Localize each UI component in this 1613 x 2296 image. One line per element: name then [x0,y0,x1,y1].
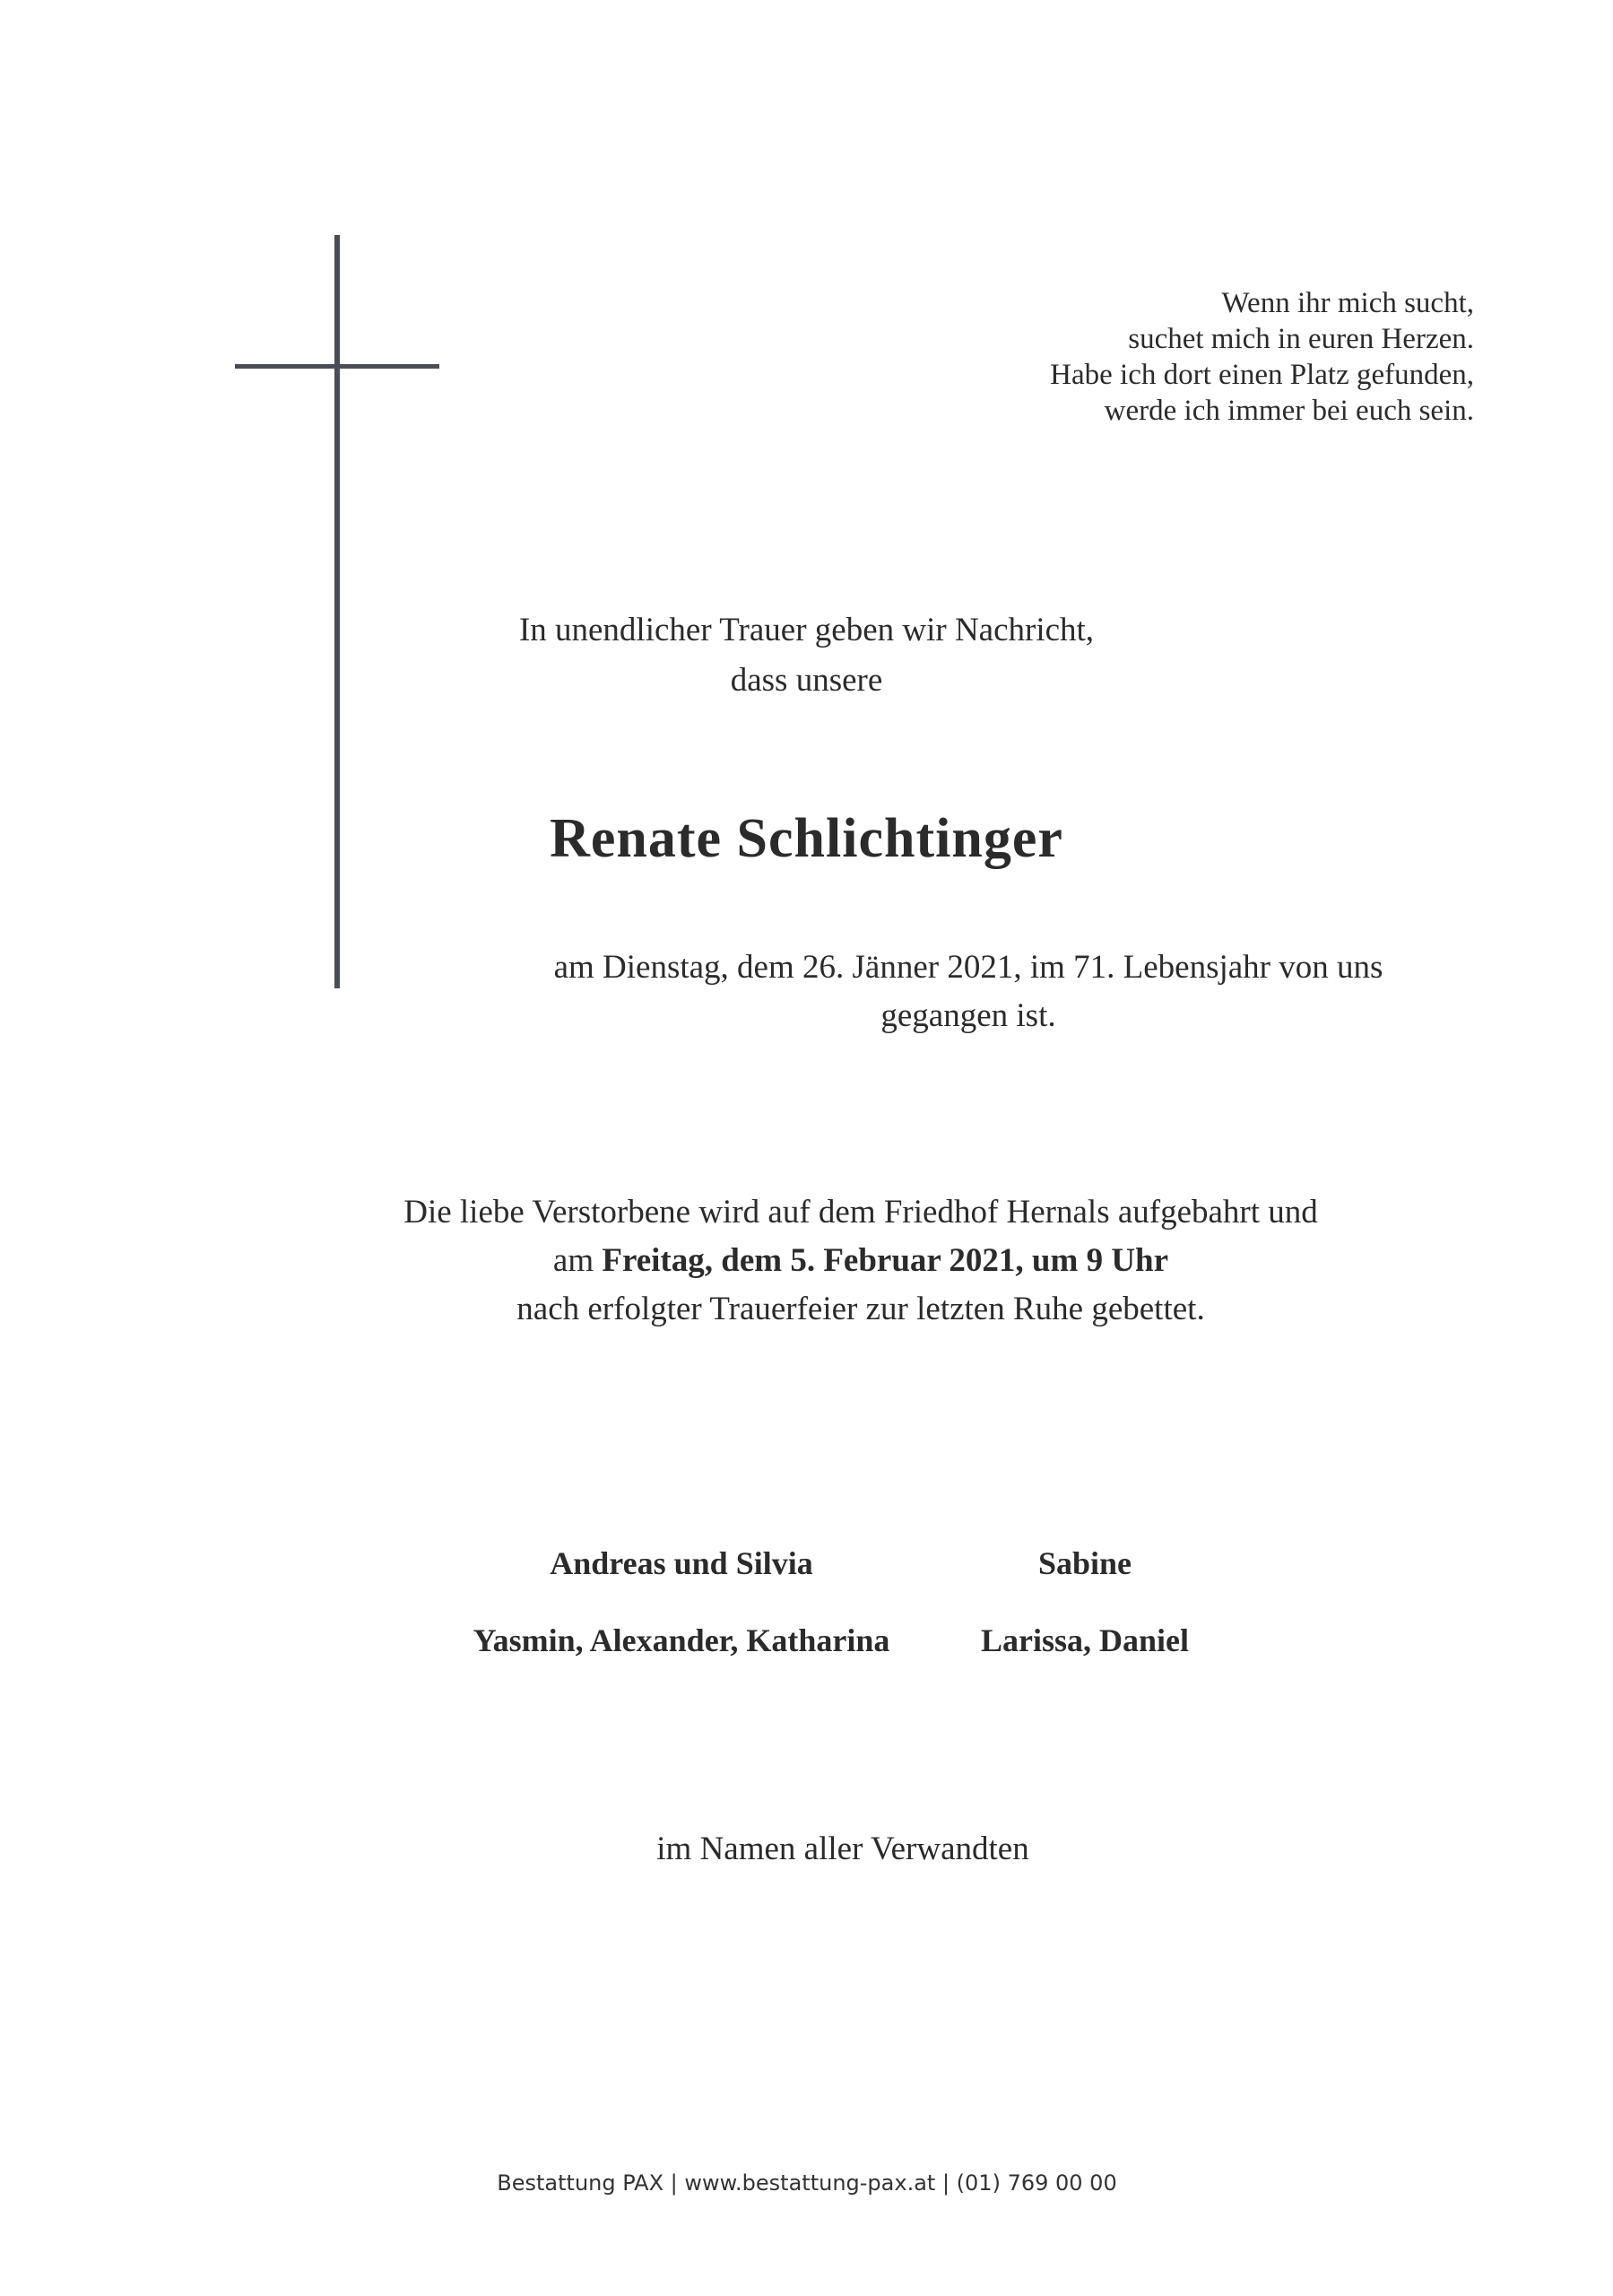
funeral-date-time: Freitag, dem 5. Februar 2021, um 9 Uhr [602,1242,1169,1279]
poem-line-1: Wenn ihr mich sucht, [1221,287,1474,319]
mourners-right-column [950,1525,1219,1679]
poem-line-2: suchet mich in euren Herzen. [1128,323,1474,355]
deceased-name-block [0,807,1613,871]
death-notice-line-1: am Dienstag, dem 26. Jänner 2021, im 71. Lebensjahr von uns [553,949,1383,986]
poem [1050,285,1474,429]
mourner-right-2: Larissa, Daniel [980,1622,1189,1658]
mourner-right-1: Sabine [1037,1545,1132,1581]
funeral-details [269,1188,1453,1334]
deceased-name: Renate Schlichtinger [550,808,1063,869]
mourner-left-2: Yasmin, Alexander, Katharina [473,1622,890,1658]
death-notice-line-2: gegangen ist. [880,997,1056,1034]
mourners-left-column [386,1525,977,1679]
death-notice [448,944,1488,1040]
poem-line-3: Habe ich dort einen Platz gefunden, [1050,359,1474,391]
funeral-line-2-prefix: am [552,1242,603,1279]
funeral-line-3: nach erfolgter Trauerfeier zur letzten Ruhe gebettet. [516,1291,1205,1327]
cross-icon-horizontal-beam [235,364,439,369]
funeral-line-2 [269,1237,1453,1285]
closing-line: im Namen aller Verwandten [656,1831,1029,1867]
intro-text [0,605,1613,706]
footer: Bestattung PAX | www.bestattung-pax.at | (01) 769 00 00 [497,2170,1117,2196]
intro-line-1: In unendlicher Trauer geben wir Nachricht, [518,612,1095,648]
funeral-line-1: Die liebe Verstorbene wird auf dem Friedhof Hernals aufgebahrt und [403,1194,1318,1231]
intro-line-2: dass unsere [730,662,883,699]
poem-line-4: werde ich immer bei euch sein. [1104,395,1474,427]
mourner-left-1: Andreas und Silvia [550,1545,813,1581]
